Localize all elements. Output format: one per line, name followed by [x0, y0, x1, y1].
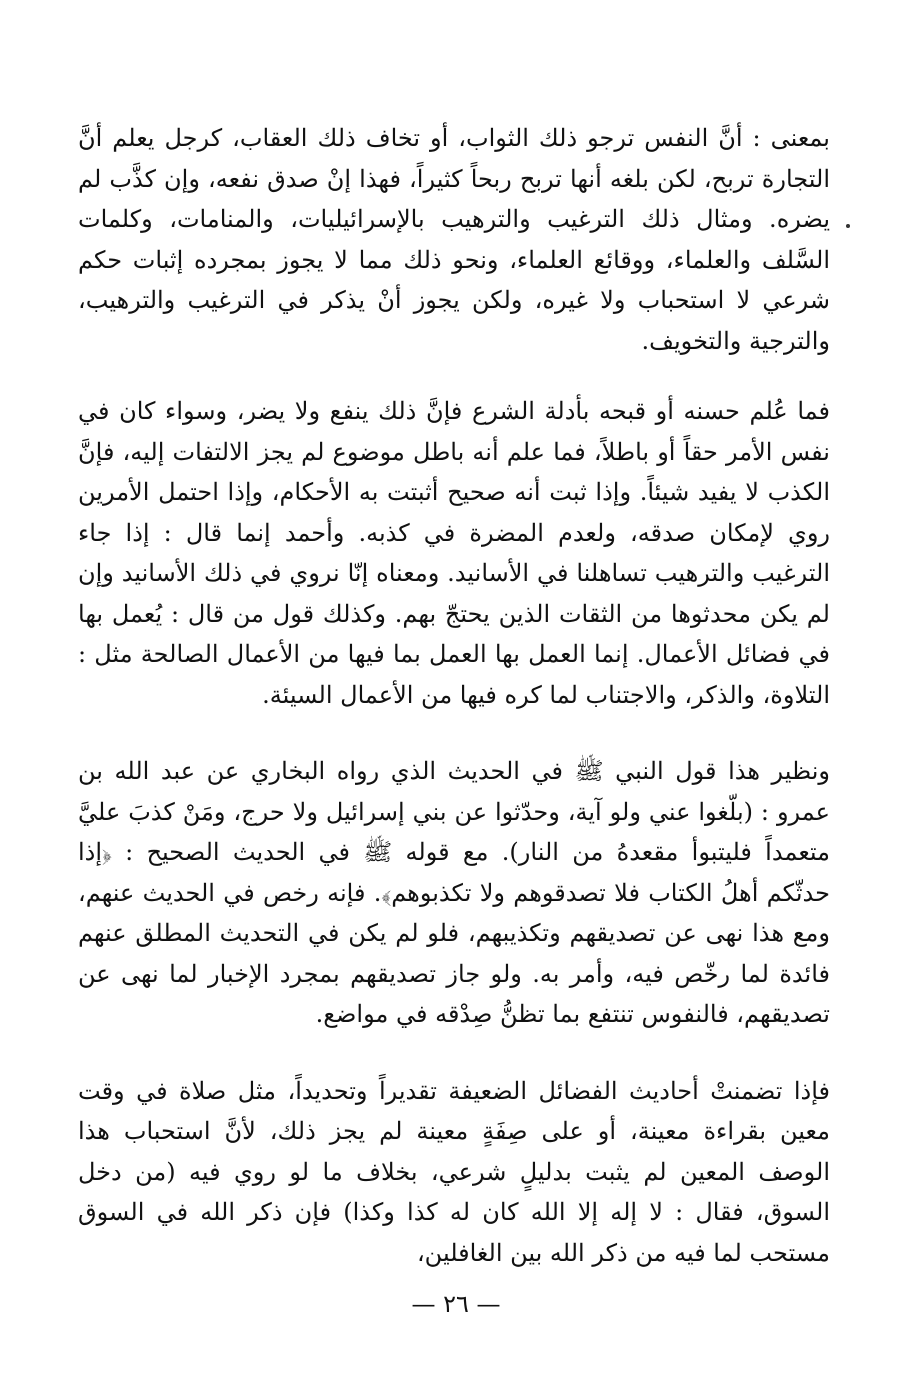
margin-mark	[846, 224, 850, 228]
paragraph-3: ونظير هذا قول النبي ﷺ في الحديث الذي رواه البخاري عن عبد الله بن عمرو : (بلّغوا عني ولو آية، وحدّثوا عن بني إسرائيل ولا حرج، ومَنْ كذبَ عليَّ متعمداً فليتبوأ مقعدهُ من النار). مع قوله ﷺ في الحديث الصحيح : ﴿إذا حدثّكم أهلُ الكتاب فلا تصدقوهم ولا تكذبوهم﴾. فإنه رخص في الحديث عنهم، ومع هذا نهى عن تصديقهم وتكذيبهم، فلو لم يكن في التحديث المطلق عنهم فائدة لما رخّص فيه، وأمر به. ولو جاز تصديقهم بمجرد الإخبار لما نهى عن تصديقهم، فالنفوس تنتفع بما تظنُّ صِدْقه في مواضع.	[78, 757, 830, 1028]
paragraph-2: فما عُلم حسنه أو قبحه بأدلة الشرع فإنَّ ذلك ينفع ولا يضر، وسواء كان في نفس الأمر حقاً أو باطلاً، فما علم أنه باطل موضوع لم يجز الالتفات إليه، فإنَّ الكذب لا يفيد شيئاً. وإذا ثبت أنه صحيح أثبتت به الأحكام، وإذا احتمل الأمرين روي لإمكان صدقه، ولعدم المضرة في كذبه. وأحمد إنما قال : إذا جاء الترغيب والترهيب تساهلنا في الأسانيد. ومعناه إنّا نروي في ذلك الأسانيد وإن لم يكن محدثوها من الثقات الذين يحتجّ بهم. وكذلك قول من قال : يُعمل بها في فضائل الأعمال. إنما العمل بها العمل بما فيها من الأعمال الصالحة مثل : التلاوة، والذكر، والاجتناب لما كره فيها من الأعمال السيئة.	[78, 397, 830, 709]
paragraph-1: بمعنى : أنَّ النفس ترجو ذلك الثواب، أو تخاف ذلك العقاب، كرجل يعلم أنَّ التجارة تربح، لكن بلغه أنها تربح ربحاً كثيراً، فهذا إنْ صدق نفعه، وإن كذَّب لم يضره. ومثال ذلك الترغيب والترهيب بالإسرائيليات، والمنامات، وكلمات السَّلف والعلماء، ووقائع العلماء، ونحو ذلك مما لا يجوز بمجرده إثبات حكم شرعي لا استحباب ولا غيره، ولكن يجوز أنْ يذكر في الترغيب والترهيب، والترجية والتخويف.	[78, 124, 830, 355]
paragraph-4: فإذا تضمنتْ أحاديث الفضائل الضعيفة تقديراً وتحديداً، مثل صلاة في وقت معين بقراءة معينة، أو على صِفَةٍ معينة لم يجز ذلك، لأنَّ استحباب هذا الوصف المعين لم يثبت بدليلٍ شرعي، بخلاف ما لو روي فيه (من دخل السوق، فقال : لا إله إلا الله كان له كذا وكذا) فإن ذكر الله في السوق مستحب لما فيه من ذكر الله بين الغافلين،	[78, 1076, 831, 1267]
page-number: — ٢٦ —	[411, 1290, 501, 1318]
page-body	[78, 118, 830, 1273]
